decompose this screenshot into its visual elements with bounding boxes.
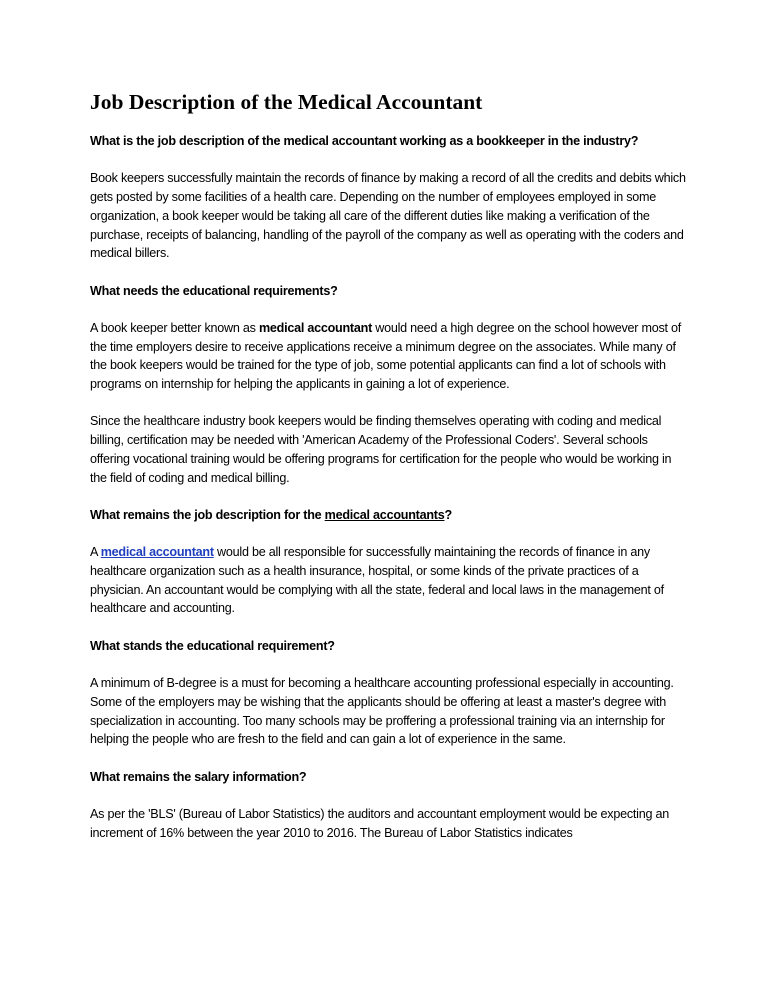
medical-accountant-link[interactable]: medical accountant bbox=[100, 545, 214, 560]
paragraph-certification: Since the healthcare industry book keepers would be finding themselves operating with coding and medical billing, certification may be needed with 'American Academy of the Professional Coders'. Several schools offering vocational training would be offering programs for certification for the people who would be working in the field of coding and medical billing. bbox=[90, 414, 672, 485]
paragraph-bookkeeper-duties: Book keepers successfully maintain the records of finance by making a record of all the credits and debits which gets posted by some facilities of a health care. Depending on the number of employees employed in some organization, a book keeper would be taking all care of the different duties like making a verification of the purchase, receipts of balancing, handling of the payroll of the company as well as operating with the coders and medical billers. bbox=[90, 171, 686, 261]
paragraph-salary-bls: As per the 'BLS' (Bureau of Labor Statistics) the auditors and accountant employment would be expecting an increment of 16% between the year 2010 to 2016. The Bureau of Labor Statistics indicates bbox=[90, 807, 669, 840]
question-job-description: What is the job description of the medical accountant working as a bookkeeper in the industry? bbox=[90, 134, 639, 148]
paragraph-text: would need a high degree on the school however most of the time employers desire to receive applications receive a minimum degree on the associates. While many of the book keepers would be trained for the type of job, some potential applicants can find a lot of schools with programs on internship for helping the applicants in gaining a lot of experience. bbox=[90, 320, 682, 392]
paragraph-responsibilities bbox=[90, 543, 690, 618]
question-educational-requirement: What stands the educational requirement? bbox=[90, 638, 335, 653]
heading-text: What remains the job description for the bbox=[90, 507, 325, 522]
underlined-term-medical-accountants: medical accountants bbox=[324, 507, 445, 522]
question-educational-requirements: What needs the educational requirements? bbox=[90, 283, 338, 298]
paragraph-degree-requirements bbox=[90, 319, 690, 394]
bold-term-medical-accountant: medical accountant bbox=[258, 320, 373, 335]
heading-text: ? bbox=[444, 507, 452, 522]
question-salary-information: What remains the salary information? bbox=[90, 769, 307, 784]
paragraph-text: A bbox=[90, 545, 101, 560]
paragraph-text: would be all responsible for successfully maintaining the records of finance in any healthcare organization such as a health insurance, hospital, or some kinds of the private practices of a physician. An accountant would be complying with all the state, federal and local laws in the management of healthcare and accounting. bbox=[90, 545, 664, 616]
paragraph-text: A book keeper better known as bbox=[90, 320, 259, 335]
paragraph-b-degree: A minimum of B-degree is a must for becoming a healthcare accounting professional especially in accounting. Some of the employers may be wishing that the applicants should be offering at least a master's degree with specialization in accounting. Too many schools may be proffering a professional training via an internship for helping the people who are fresh to the field and can gain a lot of experience in the same. bbox=[90, 676, 674, 747]
page-title: Job Description of the Medical Accountant bbox=[90, 90, 483, 114]
document-page bbox=[90, 88, 690, 861]
question-job-description-medical-accountants bbox=[90, 506, 690, 525]
